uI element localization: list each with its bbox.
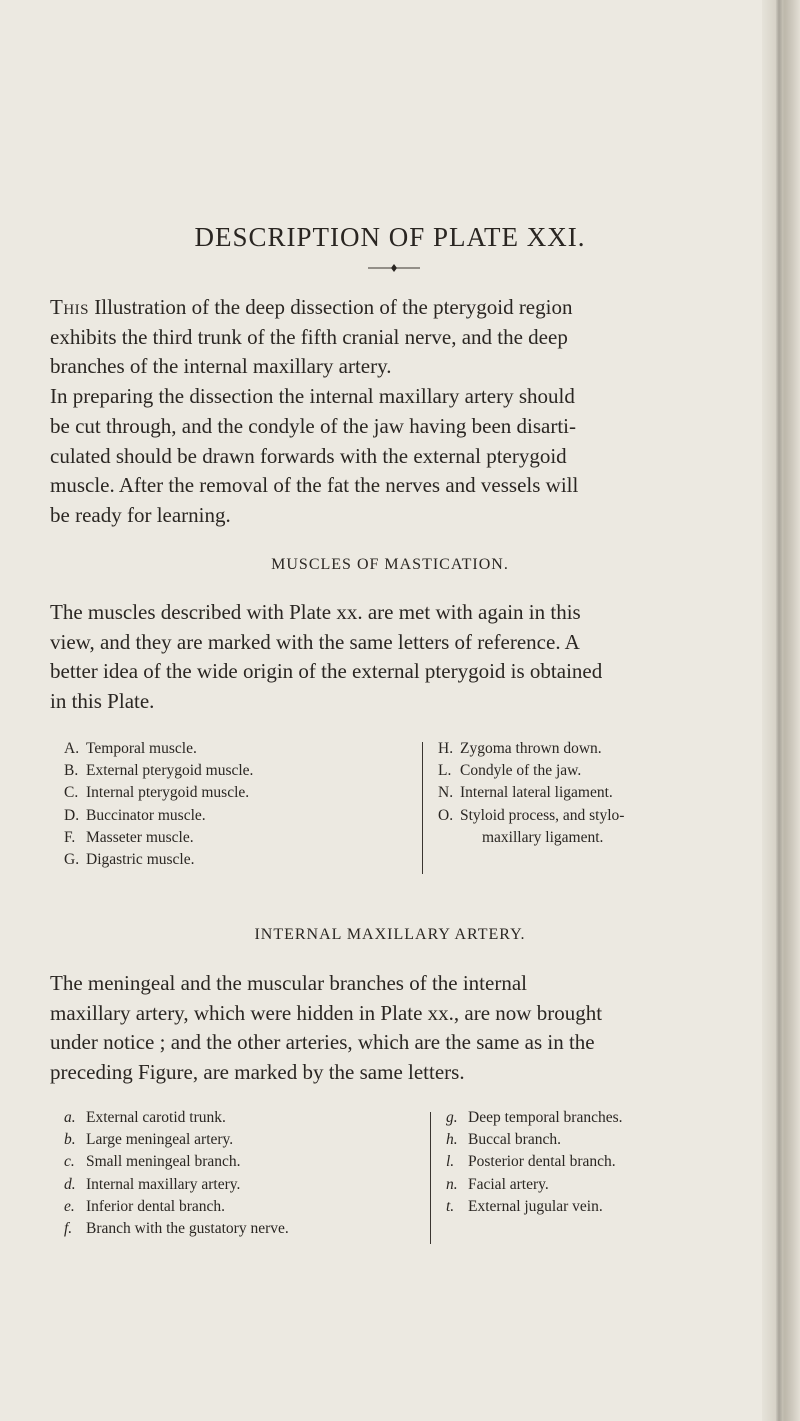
intro-line: muscle. After the removal of the fat the nerves and vessels will [50, 473, 579, 498]
legend-item: a. External carotid trunk. [64, 1109, 226, 1126]
intro-line: In preparing the dissection the internal maxillary artery should [50, 384, 575, 409]
legend-item: l. Posterior dental branch. [446, 1153, 616, 1171]
artery-legend-divider [430, 1112, 431, 1244]
muscles-line: better idea of the wide origin of the external pterygoid is obtained [50, 659, 603, 684]
title-ornament [368, 262, 420, 274]
legend-item: g. Deep temporal branches. [446, 1109, 623, 1126]
legend-item: D. Buccinator muscle. [64, 806, 206, 824]
legend-item: B. External pterygoid muscle. [64, 762, 254, 780]
muscles-legend-right [438, 738, 624, 849]
legend-item: A. Temporal muscle. [64, 740, 197, 757]
muscles-paragraph [50, 598, 768, 717]
legend-item: L. Condyle of the jaw. [438, 762, 582, 780]
legend-item: n. Facial artery. [446, 1175, 549, 1193]
legend-item: f. Branch with the gustatory nerve. [64, 1220, 289, 1238]
legend-item: t. External jugular vein. [446, 1197, 603, 1215]
artery-line: The meningeal and the muscular branches of the internal [50, 971, 527, 995]
artery-line: preceding Figure, are marked by the same letters. [50, 1060, 465, 1085]
artery-paragraph [50, 969, 768, 1088]
intro-line: This Illustration of the deep dissection of the pterygoid region [50, 295, 573, 319]
intro-line: branches of the internal maxillary artery. [50, 354, 392, 379]
artery-legend-left [64, 1107, 289, 1240]
artery-heading: INTERNAL MAXILLARY ARTERY. [254, 926, 526, 943]
muscles-line: in this Plate. [50, 689, 155, 714]
legend-item: N. Internal lateral ligament. [438, 784, 613, 802]
intro-line: culated should be drawn forwards with the external pterygoid [50, 443, 567, 468]
legend-item: G. Digastric muscle. [64, 851, 195, 869]
intro-lead-word: This [50, 295, 89, 319]
legend-item: C. Internal pterygoid muscle. [64, 784, 250, 802]
muscles-legend-divider [422, 742, 423, 874]
muscles-line: The muscles described with Plate xx. are met with again in this [50, 600, 581, 624]
legend-item: H. Zygoma thrown down. [438, 740, 602, 757]
intro-line: be ready for learning. [50, 502, 231, 527]
legend-item: h. Buccal branch. [446, 1131, 561, 1149]
plate-title: DESCRIPTION OF PLATE XXI. [194, 222, 586, 252]
legend-item: e. Inferior dental branch. [64, 1197, 226, 1215]
legend-item: O. Styloid process, and stylo- [438, 806, 625, 824]
intro-paragraph [50, 293, 768, 531]
legend-item: F. Masseter muscle. [64, 828, 194, 846]
muscles-legend-left [64, 738, 253, 871]
legend-item: d. Internal maxillary artery. [64, 1175, 241, 1193]
artery-line: under notice ; and the other arteries, which are the same as in the [50, 1030, 595, 1055]
legend-item: b. Large meningeal artery. [64, 1131, 234, 1149]
muscles-line: view, and they are marked with the same letters of reference. A [50, 629, 580, 654]
legend-item: c. Small meningeal branch. [64, 1153, 241, 1171]
muscles-heading: MUSCLES OF MASTICATION. [271, 556, 509, 573]
intro-line: be cut through, and the condyle of the jaw having been disarti- [50, 413, 577, 438]
intro-line: exhibits the third trunk of the fifth cranial nerve, and the deep [50, 324, 568, 349]
artery-legend-right [446, 1107, 623, 1218]
legend-item: maxillary ligament. [482, 828, 604, 846]
artery-line: maxillary artery, which were hidden in Plate xx., are now brought [50, 1000, 603, 1025]
